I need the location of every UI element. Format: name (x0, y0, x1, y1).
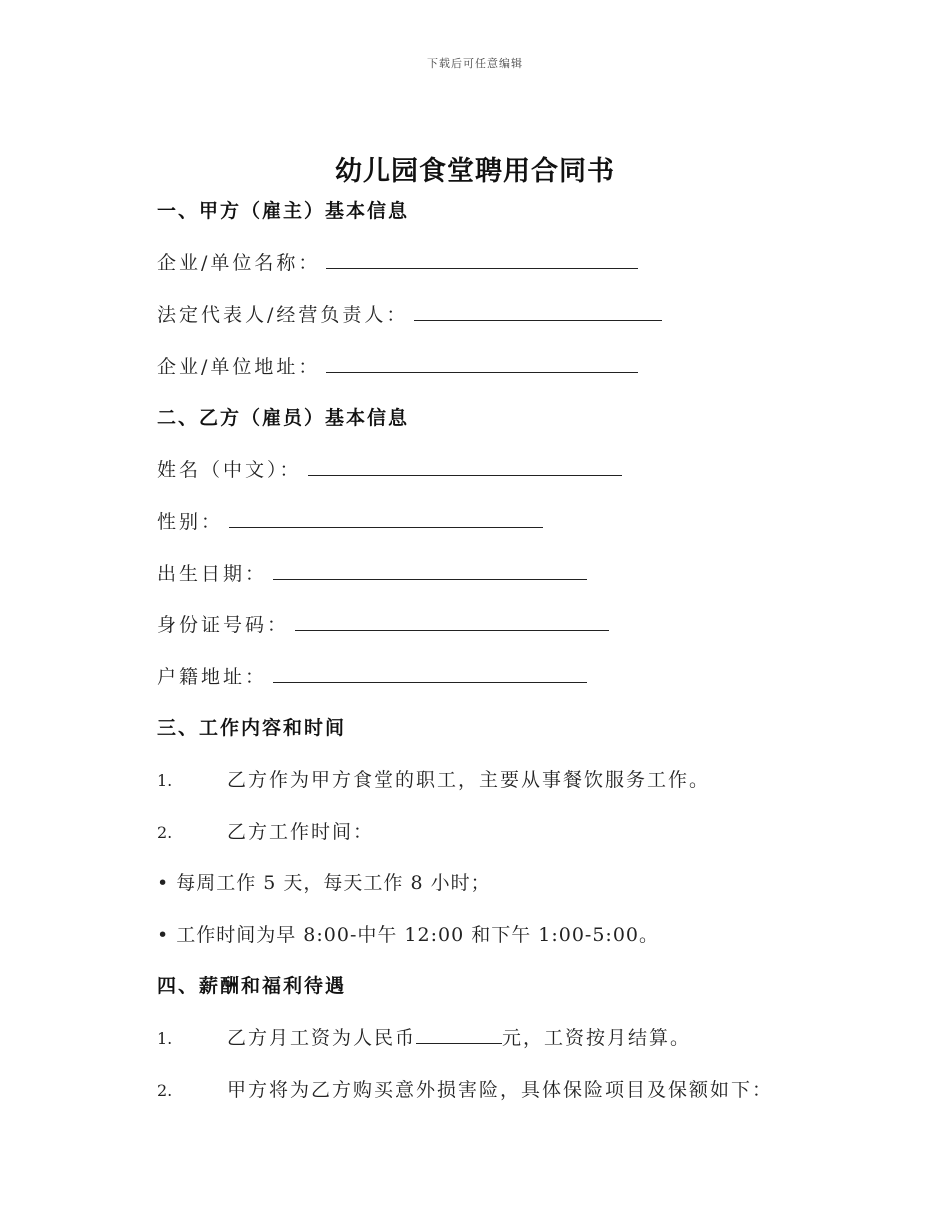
list-item (157, 767, 710, 794)
header-note: 下载后可任意编辑 (427, 57, 523, 70)
field-label: 法定代表人/经营负责人： (157, 304, 409, 326)
document-title: 幼儿园食堂聘用合同书 (335, 156, 615, 187)
section-heading-pay: 四、薪酬和福利待遇 (157, 975, 347, 997)
bullet-item: • 工作时间为早 8:00-中午 12:00 和下午 1:00-5:00。 (157, 924, 659, 946)
field-label: 性别： (157, 511, 224, 533)
item-text: 元，工资按月结算。 (502, 1027, 692, 1049)
field-label: 姓名（中文）： (157, 459, 302, 481)
item-text: 乙方工作时间： (227, 821, 375, 843)
fill-blank-salary[interactable] (416, 1025, 502, 1044)
field-gender (157, 509, 543, 535)
item-number: 1. (157, 1029, 173, 1048)
fill-blank-birth-date[interactable] (273, 561, 587, 580)
fill-blank-household-address[interactable] (273, 664, 587, 683)
section-heading-employer: 一、甲方（雇主）基本信息 (157, 200, 410, 222)
fill-blank-id-number[interactable] (295, 612, 609, 631)
section-heading-work: 三、工作内容和时间 (157, 717, 347, 739)
fill-blank-company-name[interactable] (326, 250, 638, 269)
field-label: 企业/单位地址： (157, 356, 321, 378)
field-name (157, 457, 622, 483)
field-label: 户籍地址： (157, 666, 268, 688)
fill-blank-company-address[interactable] (326, 354, 638, 373)
item-text: 乙方作为甲方食堂的职工，主要从事餐饮服务工作。 (227, 769, 711, 791)
field-label: 出生日期： (157, 563, 268, 585)
field-household-address (157, 664, 587, 690)
list-item (157, 1025, 691, 1052)
item-number: 2. (157, 1081, 173, 1100)
fill-blank-name[interactable] (308, 457, 622, 476)
item-number: 1. (157, 771, 173, 790)
field-birth-date (157, 561, 587, 587)
item-number: 2. (157, 823, 173, 842)
field-company-name (157, 250, 638, 276)
fill-blank-gender[interactable] (229, 509, 543, 528)
field-label: 身份证号码： (157, 614, 290, 636)
field-legal-representative (157, 302, 662, 328)
field-id-number (157, 612, 609, 638)
section-heading-employee: 二、乙方（雇员）基本信息 (157, 407, 410, 429)
list-item (157, 819, 374, 846)
list-item (157, 1077, 773, 1104)
item-text: 乙方月工资为人民币 (227, 1027, 417, 1049)
field-label: 企业/单位名称： (157, 252, 321, 274)
field-company-address (157, 354, 638, 380)
item-text: 甲方将为乙方购买意外损害险，具体保险项目及保额如下： (227, 1079, 774, 1101)
bullet-item: • 每周工作 5 天，每天工作 8 小时； (157, 872, 491, 894)
fill-blank-legal-representative[interactable] (414, 302, 662, 321)
